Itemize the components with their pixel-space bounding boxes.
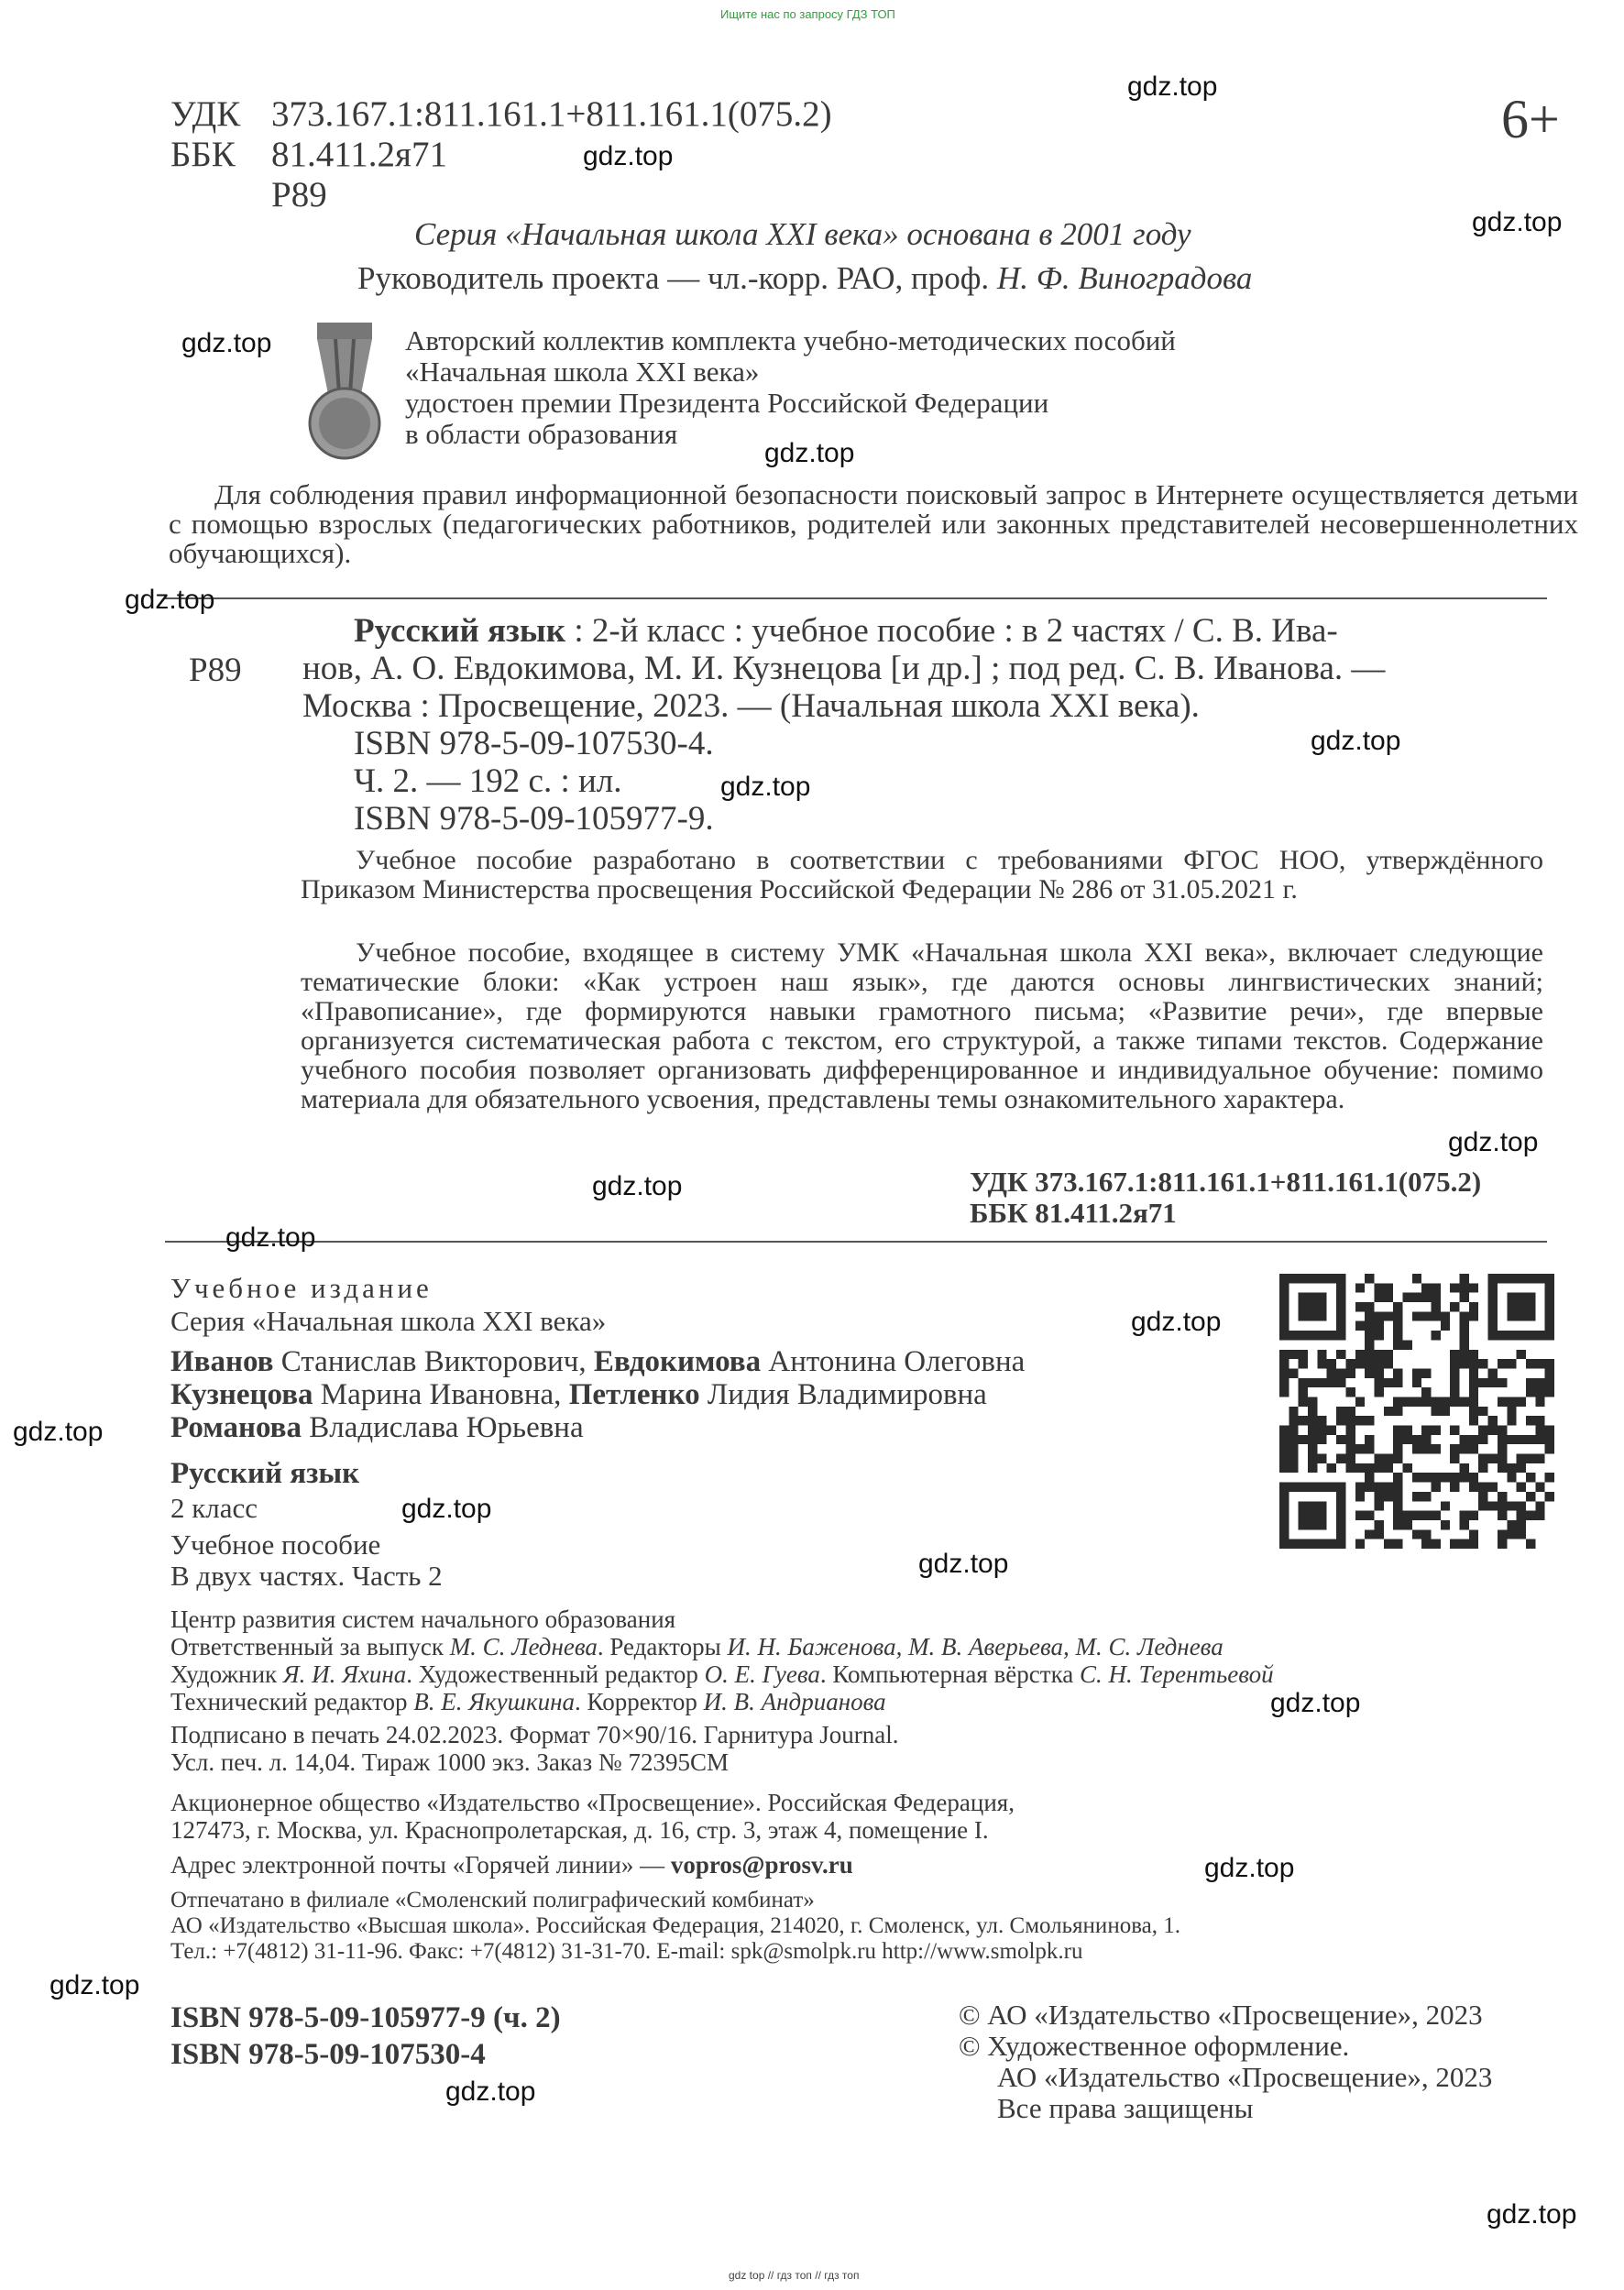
catalog-code: Р89	[271, 175, 327, 214]
layout-name: С. Н. Терентьевой	[1080, 1660, 1274, 1688]
udk-value: 373.167.1:811.161.1+811.161.1(075.2)	[271, 94, 832, 134]
art-editor-label: . Художественный редактор	[406, 1660, 705, 1688]
editors-names: И. Н. Баженова, М. В. Аверьева, М. С. Леднева	[727, 1633, 1223, 1660]
catalog-isbn-1: ISBN 978-5-09-107530-4.	[354, 725, 714, 762]
catalog-para-1: Учебное пособие разработано в соответствии с требованиями ФГОС НОО, утверждённого Приказом Министерства просвещения Российской Федерации № 286 от 31.05.2021 г.	[301, 845, 1543, 904]
isbn-part: ISBN 978-5-09-105977-9 (ч. 2)	[170, 2001, 561, 2034]
author-name: Марина Ивановна,	[313, 1378, 562, 1411]
authors-line-2	[170, 1378, 987, 1412]
parts: В двух частях. Часть 2	[170, 1560, 443, 1592]
publisher-line-1: Акционерное общество «Издательство «Просвещение». Российская Федерация,	[170, 1789, 1015, 1816]
author-surname: Романова	[170, 1411, 302, 1444]
watermark: gdz.top	[1127, 71, 1218, 102]
catalog-bbk: ББК 81.411.2я71	[970, 1197, 1177, 1229]
book-type: Учебное пособие	[170, 1528, 381, 1561]
project-lead	[357, 260, 1252, 297]
artist-name: Я. И. Яхина	[282, 1660, 407, 1688]
catalog-part: Ч. 2. — 192 с. : ил.	[354, 762, 622, 800]
copyright-block	[959, 2000, 1492, 2124]
isbn-block	[170, 2000, 561, 2073]
copyright-3: АО «Издательство «Просвещение», 2023	[997, 2061, 1493, 2093]
email-line	[170, 1851, 853, 1879]
author-name: Владислава Юрьевна	[301, 1411, 584, 1444]
author-surname: Иванов	[170, 1345, 274, 1378]
art-editor-name: О. Е. Гуева	[704, 1660, 820, 1688]
resp-label: Ответственный за выпуск	[170, 1633, 450, 1660]
credits	[170, 1605, 1274, 1715]
watermark: gdz.top	[1204, 1853, 1295, 1883]
copyright-1: © АО «Издательство «Просвещение», 2023	[959, 1999, 1483, 2031]
authors-line-1	[170, 1345, 1025, 1379]
bbk-value: 81.411.2я71	[271, 135, 447, 174]
project-lead-name: Н. Ф. Виноградова	[996, 260, 1253, 296]
publisher-line-2: 127473, г. Москва, ул. Краснопролетарская, д. 16, стр. 3, этаж 4, помещение I.	[170, 1816, 989, 1844]
watermark: gdz.top	[720, 772, 811, 802]
watermark: gdz.top	[1311, 726, 1401, 756]
print-info	[170, 1721, 898, 1776]
award-line-2: «Начальная школа XXI века»	[405, 356, 760, 388]
tech-editor-name: В. Е. Якушкина	[413, 1688, 576, 1715]
watermark: gdz.top	[445, 2076, 536, 2107]
isbn-total: ISBN 978-5-09-107530-4	[170, 2038, 486, 2071]
award-line-1: Авторский коллектив комплекта учебно-методических пособий	[405, 324, 1176, 356]
watermark: gdz.top	[592, 1171, 683, 1201]
authors-line-3	[170, 1411, 584, 1445]
watermark: gdz.top	[918, 1549, 1009, 1579]
series-note: Серия «Начальная школа XXI века» основана в 2001 году	[414, 216, 1191, 252]
watermark: gdz.top	[401, 1494, 492, 1524]
email-link[interactable]: vopros@prosv.ru	[670, 1851, 853, 1879]
printer-info	[170, 1888, 1180, 1965]
author-name: Антонина Олеговна	[761, 1345, 1026, 1378]
qr-code[interactable]	[1279, 1274, 1554, 1549]
watermark: gdz.top	[1448, 1127, 1539, 1157]
watermark: gdz.top	[181, 328, 272, 358]
bottom-banner[interactable]: gdz top // гдз топ // гдз топ	[729, 2269, 860, 2282]
author-surname: Петленко	[568, 1378, 700, 1411]
award-line-4: в области образования	[405, 418, 678, 450]
bbk-label: ББК	[170, 135, 236, 174]
watermark: gdz.top	[225, 1222, 316, 1253]
watermark: gdz.top	[1131, 1307, 1222, 1337]
catalog-line-2: нов, А. О. Евдокимова, М. И. Кузнецова [и др.] ; под ред. С. В. Иванова. —	[302, 650, 1386, 687]
proof-label: . Корректор	[575, 1688, 704, 1715]
catalog-title: Русский язык	[354, 612, 566, 650]
catalog-udk: УДК 373.167.1:811.161.1+811.161.1(075.2)	[970, 1166, 1482, 1198]
printer-line-2: АО «Издательство «Высшая школа». Российская Федерация, 214020, г. Смоленск, ул. Смольянинова, 1.	[170, 1913, 1181, 1938]
catalog-line-1: : 2-й класс : учебное пособие : в 2 частях / С. В. Ива-	[565, 612, 1338, 650]
print-line-1: Подписано в печать 24.02.2023. Формат 70×90/16. Гарнитура Journal.	[170, 1721, 899, 1748]
udk-label: УДК	[170, 94, 241, 134]
center: Центр развития систем начального образования	[170, 1605, 676, 1633]
project-lead-prefix: Руководитель проекта — чл.-корр. РАО, проф.	[357, 260, 990, 296]
layout-label: . Компьютерная вёрстка	[819, 1660, 1081, 1688]
medal-icon	[308, 321, 381, 467]
watermark: gdz.top	[125, 585, 215, 615]
watermark: gdz.top	[1270, 1688, 1361, 1718]
author-surname: Кузнецова	[170, 1378, 313, 1411]
top-banner[interactable]: Ищите нас по запросу ГДЗ ТОП	[720, 7, 895, 21]
rights: Все права защищены	[997, 2092, 1254, 2124]
resp-name: М. С. Леднева	[449, 1633, 598, 1660]
divider-1	[165, 597, 1547, 599]
series: Серия «Начальная школа XXI века»	[170, 1305, 607, 1337]
catalog-bibliography	[302, 612, 1385, 838]
catalog-card-code: Р89	[189, 652, 242, 689]
award-line-3: удостоен премии Президента Российской Федерации	[405, 387, 1049, 419]
copyright-2: © Художественное оформление.	[959, 2030, 1350, 2062]
grade: 2 класс	[170, 1492, 258, 1524]
catalog-isbn-2: ISBN 978-5-09-105977-9.	[354, 800, 714, 838]
editors-label: . Редакторы	[597, 1633, 728, 1660]
book-title: Русский язык	[170, 1457, 360, 1490]
proof-name: И. В. Андрианова	[703, 1688, 886, 1715]
printer-line-3: Тел.: +7(4812) 31-11-96. Факс: +7(4812) 31-31-70. E-mail: spk@smolpk.ru http://www.smolpk.ru	[170, 1939, 1083, 1964]
print-line-2: Усл. печ. л. 14,04. Тираж 1000 экз. Заказ № 72395СМ	[170, 1748, 729, 1776]
author-surname: Евдокимова	[593, 1345, 762, 1378]
catalog-line-3: Москва : Просвещение, 2023. — (Начальная школа XXI века).	[302, 687, 1200, 725]
divider-2	[165, 1241, 1547, 1243]
email-label: Адрес электронной почты «Горячей линии» —	[170, 1851, 671, 1879]
edition-type: Учебное издание	[170, 1272, 433, 1304]
award-text	[405, 325, 1176, 450]
watermark: gdz.top	[49, 1970, 140, 2000]
age-rating: 6+	[1501, 89, 1560, 149]
printer-line-1: Отпечатано в филиале «Смоленский полиграфический комбинат»	[170, 1888, 815, 1912]
artist-label: Художник	[170, 1660, 283, 1688]
watermark: gdz.top	[1472, 207, 1563, 237]
watermark: gdz.top	[13, 1417, 104, 1447]
tech-editor-label: Технический редактор	[170, 1688, 414, 1715]
watermark: gdz.top	[764, 438, 855, 468]
watermark: gdz.top	[1487, 2199, 1577, 2230]
safety-notice: Для соблюдения правил информационной безопасности поисковый запрос в Интернете осуществляется детьми с помощью взрослых (педагогических работников, родителей или законных представителей несовершеннолетних обучающихся).	[169, 478, 1578, 569]
watermark: gdz.top	[583, 141, 674, 171]
publisher-info	[170, 1789, 1015, 1844]
catalog-para-2: Учебное пособие, входящее в систему УМК «Начальная школа XXI века», включает следующие тематические блоки: «Как устроен наш язык», где даются основы лингвистических знаний; «Правописание», где формируются навыки грамотного письма; «Развитие речи», где впервые организуется систематическая работа с текстом, его структурой, а также типами текстов. Содержание учебного пособия позволяет организовать дифференцированное и индивидуальное обучение: помимо материала для обязательного усвоения, представлены темы ознакомительного характера.	[301, 937, 1543, 1114]
author-name: Лидия Владимировна	[699, 1378, 987, 1411]
author-name: Станислав Викторович,	[273, 1345, 587, 1378]
